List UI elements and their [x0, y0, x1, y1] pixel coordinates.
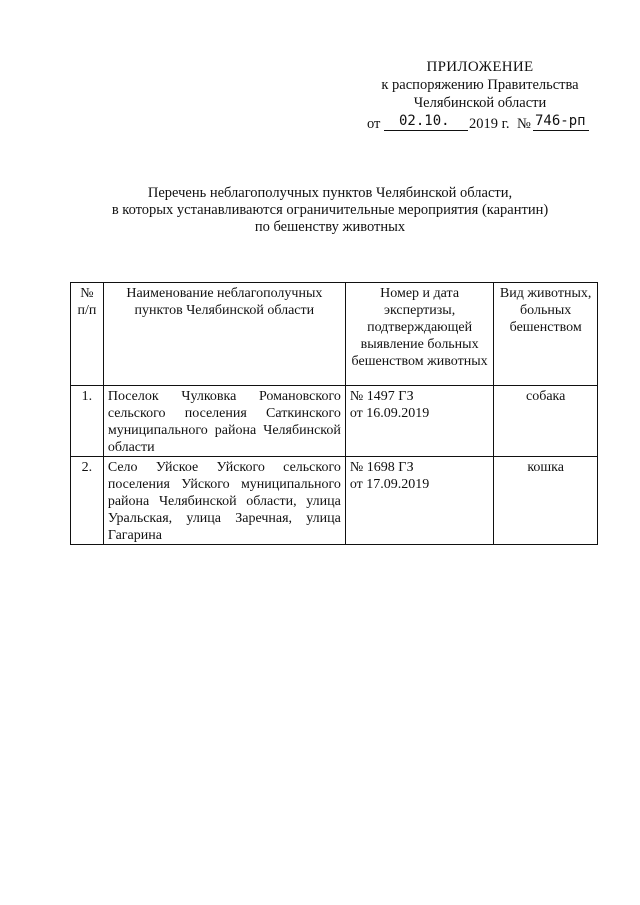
date-value: 02.10. — [399, 113, 450, 129]
table-header-row — [71, 283, 598, 386]
header-exam: Номер и дата экспертизы, подтверждающей выявление больных бешенством животных — [345, 283, 493, 386]
table-row — [71, 457, 598, 545]
appendix-header — [355, 58, 605, 133]
appendix-line-2: Челябинской области — [413, 95, 547, 111]
number-sign: № — [517, 116, 531, 132]
row-exam — [345, 386, 493, 457]
appendix-title: ПРИЛОЖЕНИЕ — [426, 59, 534, 75]
table-row — [71, 386, 598, 457]
exam-date: от 16.09.2019 — [349, 406, 430, 421]
row-num: 2. — [71, 457, 104, 545]
date-prefix: от — [367, 116, 381, 132]
document-title-line-1: Перечень неблагополучных пунктов Челябинской области, — [147, 185, 513, 201]
date-number-line — [355, 113, 605, 133]
header-animal: Вид животных, больных бешенством — [494, 283, 598, 386]
row-exam — [345, 457, 493, 545]
appendix-line-1: к распоряжению Правительства — [381, 77, 579, 93]
document-title-line-3: по бешенству животных — [254, 219, 406, 235]
row-name: Село Уйское Уйского сельского поселения Уйского муниципального района Челябинской области, улица Уральская, улица Заречная, улица Гагарина — [103, 457, 345, 545]
exam-number: № 1497 ГЗ — [349, 389, 414, 404]
number-value: 746-рп — [535, 113, 586, 129]
row-name: Поселок Чулковка Романовского сельского поселения Саткинского муниципального района Челябинской области — [103, 386, 345, 457]
year-text: 2019 г. — [469, 116, 510, 132]
number-underline — [533, 130, 589, 131]
exam-number: № 1698 ГЗ — [349, 460, 414, 475]
document-title — [80, 185, 580, 236]
locations-table — [70, 282, 598, 545]
exam-date: от 17.09.2019 — [349, 477, 430, 492]
header-name: Наименование неблагополучных пунктов Челябинской области — [103, 283, 345, 386]
row-animal: кошка — [494, 457, 598, 545]
row-animal: собака — [494, 386, 598, 457]
header-num: № п/п — [71, 283, 104, 386]
row-num: 1. — [71, 386, 104, 457]
document-title-line-2: в которых устанавливаются ограничительные мероприятия (карантин) — [111, 202, 549, 218]
date-underline — [384, 130, 468, 131]
